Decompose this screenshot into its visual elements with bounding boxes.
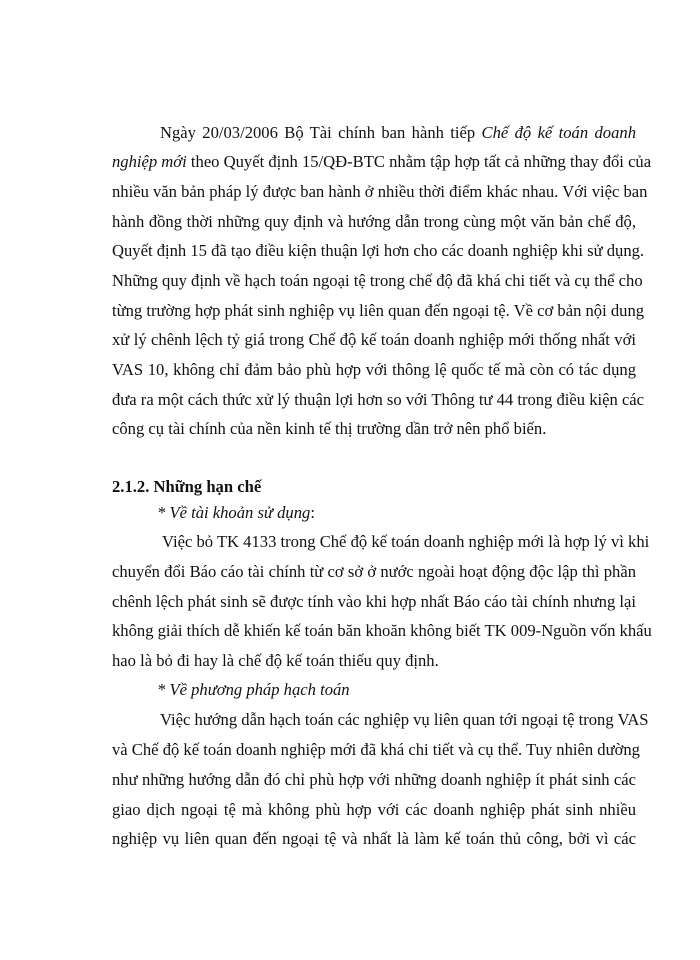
body-text: Ngày 20/03/2006 Bộ Tài chính ban hành tiếp	[160, 123, 482, 142]
paragraph-line: chuyển đổi Báo cáo tài chính từ cơ sở ở nước ngoài hoạt động độc lập thì phần	[112, 562, 636, 581]
paragraph-line: Những quy định về hạch toán ngoại tệ trong chế độ đã khá chi tiết và cụ thể cho	[112, 271, 643, 290]
paragraph-line	[160, 123, 636, 143]
body-text: theo Quyết định 15/QĐ-BTC nhằm tập hợp tất cả những thay đổi của	[186, 152, 652, 171]
paragraph-line: VAS 10, không chỉ đảm bảo phù hợp với thông lệ quốc tế mà còn có tác dụng	[112, 360, 636, 379]
paragraph-line: không giải thích dễ khiến kế toán băn khoăn không biết TK 009-Nguồn vốn khấu	[112, 621, 652, 640]
paragraph-line: xử lý chênh lệch tỷ giá trong Chế độ kế toán doanh nghiệp mới thống nhất với	[112, 330, 636, 349]
paragraph-line: giao dịch ngoại tệ mà không phù hợp với các doanh nghiệp phát sinh nhiều	[112, 800, 636, 819]
paragraph-line: hành đồng thời những quy định và hướng dẫn trong cùng một văn bản chế độ,	[112, 212, 636, 231]
paragraph-line: Quyết định 15 đã tạo điều kiện thuận lợi hơn cho các doanh nghiệp khi sử dụng.	[112, 241, 645, 260]
paragraph-line: như những hướng dẫn đó chỉ phù hợp với những doanh nghiệp ít phát sinh các	[112, 770, 636, 789]
paragraph-line: công cụ tài chính của nền kinh tế thị trường dần trở nên phổ biến.	[112, 419, 547, 438]
paragraph-line: nhiều văn bản pháp lý được ban hành ở nhiều thời điểm khác nhau. Với việc ban	[112, 182, 648, 201]
italic-text: nghiệp mới	[112, 152, 187, 171]
paragraph-line: Việc hướng dẫn hạch toán các nghiệp vụ liên quan tới ngoại tệ trong VAS	[160, 710, 649, 729]
italic-text: * Về tài khoản sử dụng	[157, 503, 311, 522]
section-heading: 2.1.2. Những hạn chế	[112, 477, 262, 496]
subsection-title	[157, 503, 636, 523]
paragraph-line: Việc bỏ TK 4133 trong Chế độ kế toán doanh nghiệp mới là hợp lý vì khi	[162, 532, 650, 551]
paragraph-line: hao là bỏ đi hay là chế độ kế toán thiếu quy định.	[112, 651, 439, 670]
paragraph-line: đưa ra một cách thức xử lý thuận lợi hơn so với Thông tư 44 trong điều kiện các	[112, 390, 645, 409]
paragraph-line: chênh lệch phát sinh sẽ được tính vào khi hợp nhất Báo cáo tài chính nhưng lại	[112, 592, 637, 611]
italic-text: Chế độ kế toán doanh	[481, 123, 636, 142]
paragraph-line: từng trường hợp phát sinh nghiệp vụ liên quan đến ngoại tệ. Về cơ bản nội dung	[112, 301, 645, 320]
body-text: :	[310, 503, 315, 522]
paragraph-line: và Chế độ kế toán doanh nghiệp mới đã khá chi tiết và cụ thể. Tuy nhiên dường	[112, 740, 640, 759]
paragraph-line: nghiệp vụ liên quan đến ngoại tệ và nhất là làm kế toán thủ công, bởi vì các	[112, 829, 636, 848]
paragraph-line	[112, 152, 652, 172]
subsection-title: * Về phương pháp hạch toán	[157, 680, 350, 699]
